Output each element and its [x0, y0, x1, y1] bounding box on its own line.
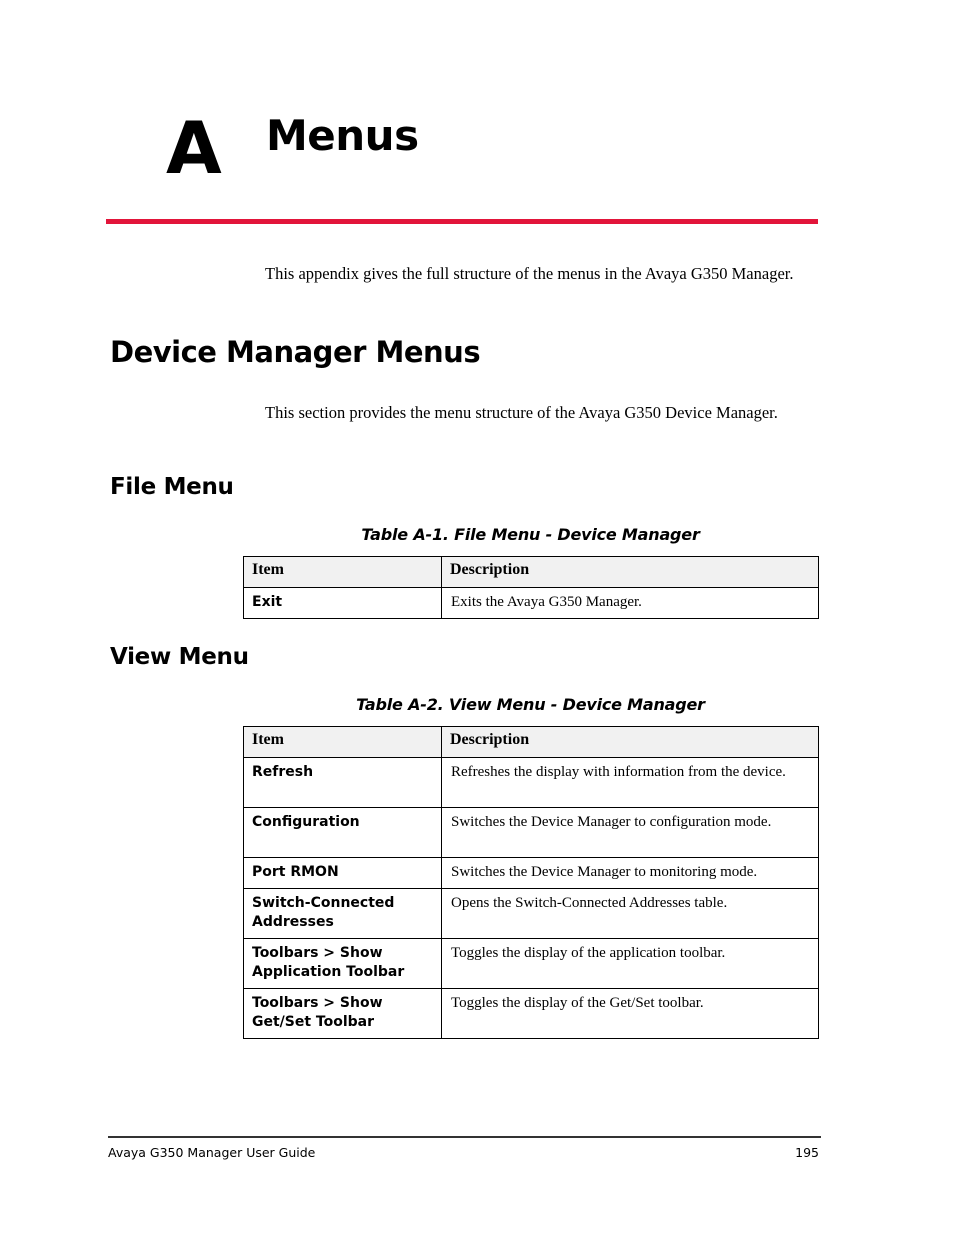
menu-item-name: Switch-Connected Addresses	[244, 889, 442, 939]
file-menu-caption: Table A-1. File Menu - Device Manager	[361, 525, 700, 544]
table-row	[244, 858, 819, 889]
table-row	[244, 939, 819, 989]
menu-item-name: Toolbars > Show Application Toolbar	[244, 939, 442, 989]
footer-rule	[108, 1136, 821, 1138]
menu-item-description: Switches the Device Manager to monitoring mode.	[442, 858, 819, 889]
menu-item-description: Switches the Device Manager to configuration mode.	[442, 808, 819, 858]
view-menu-caption: Table A-2. View Menu - Device Manager	[356, 695, 705, 714]
table-row	[244, 989, 819, 1039]
chapter-rule	[106, 219, 818, 224]
menu-item-name: Configuration	[244, 808, 442, 858]
appendix-intro: This appendix gives the full structure of the menus in the Avaya G350 Manager.	[265, 264, 794, 283]
menu-item-name: Refresh	[244, 758, 442, 808]
menu-item-description: Refreshes the display with information from the device.	[442, 758, 819, 808]
menu-item-name: Port RMON	[244, 858, 442, 889]
table-row	[244, 808, 819, 858]
file-menu-table	[243, 556, 819, 619]
column-header-description: Description	[442, 727, 819, 758]
menu-item-name: Toolbars > Show Get/Set Toolbar	[244, 989, 442, 1039]
chapter-title: Menus	[266, 111, 419, 160]
menu-item-description: Toggles the display of the application toolbar.	[442, 939, 819, 989]
menu-item-description: Toggles the display of the Get/Set toolbar.	[442, 989, 819, 1039]
table-row	[244, 889, 819, 939]
menu-item-description: Opens the Switch-Connected Addresses table.	[442, 889, 819, 939]
footer-document-title: Avaya G350 Manager User Guide	[108, 1145, 316, 1160]
table-row	[244, 758, 819, 808]
menu-item-description: Exits the Avaya G350 Manager.	[442, 588, 819, 619]
file-menu-heading: File Menu	[110, 474, 234, 500]
chapter-letter: A	[166, 106, 222, 190]
view-menu-table	[243, 726, 819, 1039]
table-header-row	[244, 727, 819, 758]
column-header-item: Item	[244, 557, 442, 588]
footer-page-number: 195	[795, 1145, 819, 1160]
section-heading: Device Manager Menus	[110, 335, 481, 369]
table-row	[244, 588, 819, 619]
view-menu-heading: View Menu	[110, 644, 249, 670]
column-header-description: Description	[442, 557, 819, 588]
section-intro: This section provides the menu structure of the Avaya G350 Device Manager.	[265, 403, 778, 422]
menu-item-name: Exit	[244, 588, 442, 619]
column-header-item: Item	[244, 727, 442, 758]
table-header-row	[244, 557, 819, 588]
